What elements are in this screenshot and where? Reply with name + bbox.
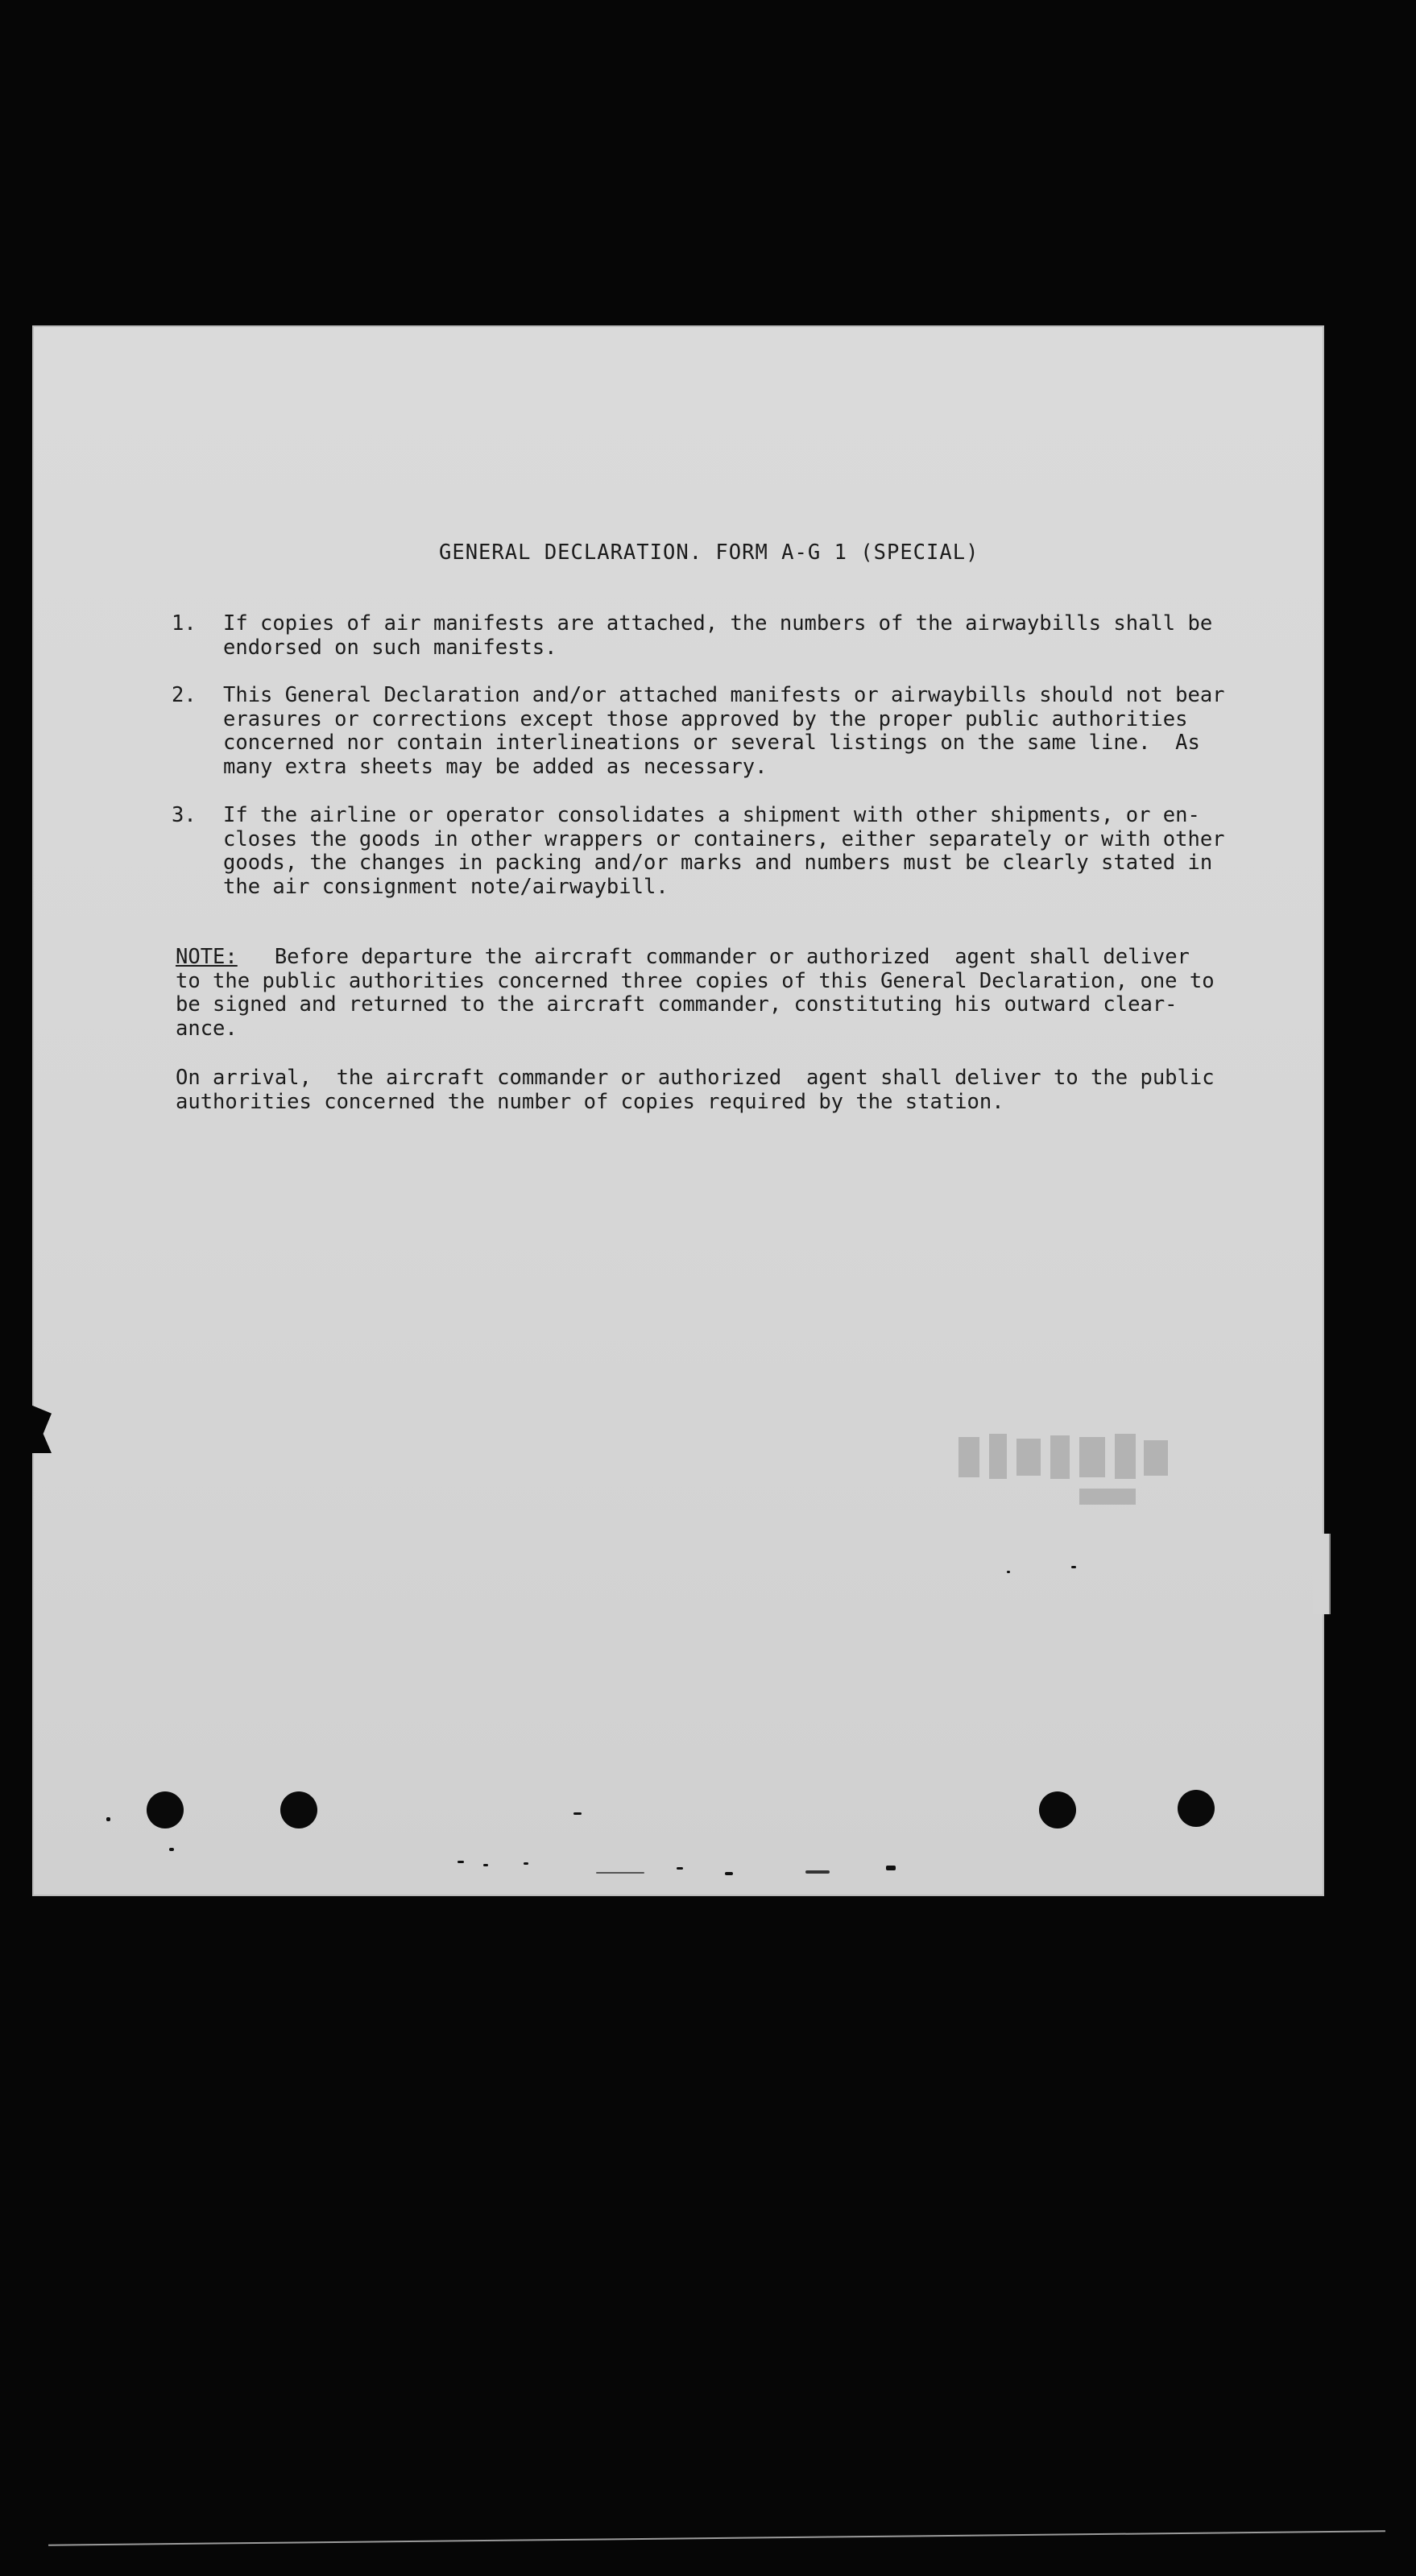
speck: [677, 1867, 683, 1870]
note-first-line-text: Before departure the aircraft commander or authorized agent shall deliver: [237, 945, 1190, 969]
punch-hole: [1039, 1791, 1076, 1828]
speck: [106, 1817, 110, 1821]
speck: [524, 1862, 528, 1865]
note-label: NOTE:: [176, 945, 238, 969]
punch-hole: [1178, 1790, 1215, 1827]
speck: [1071, 1566, 1076, 1568]
note-first-line: [176, 946, 1215, 970]
speck: [596, 1872, 644, 1874]
item-number: 2.: [172, 683, 197, 707]
page-title: GENERAL DECLARATION. FORM A-G 1 (SPECIAL): [439, 540, 979, 565]
item-2-text: [223, 684, 1225, 779]
punch-hole: [147, 1791, 184, 1828]
item-number: 3.: [172, 803, 197, 827]
note-line: ance.: [176, 1016, 238, 1041]
item-line: erasures or corrections except those approved by the proper public authorities: [223, 706, 1188, 731]
item-line: goods, the changes in packing and/or marks and numbers must be clearly stated in: [223, 851, 1213, 875]
speck: [1007, 1571, 1010, 1573]
speck: [805, 1870, 830, 1874]
item-line: If copies of air manifests are attached, the numbers of the airwaybills shall be: [223, 611, 1213, 636]
item-line: endorsed on such manifests.: [223, 635, 557, 660]
item-line: If the airline or operator consolidates a shipment with other shipments, or en-: [223, 803, 1200, 827]
note-paragraph: [176, 946, 1215, 1041]
arrival-paragraph: [176, 1066, 1215, 1114]
item-1-text: [223, 612, 1212, 660]
speck: [483, 1864, 488, 1866]
paper-edge-tab: [1313, 1534, 1331, 1614]
item-number: 1.: [172, 611, 197, 636]
speck: [725, 1872, 733, 1875]
item-3-text: [223, 804, 1225, 899]
speck: [573, 1812, 582, 1815]
note-line: be signed and returned to the aircraft commander, constituting his outward clear-: [176, 992, 1178, 1017]
item-line: This General Declaration and/or attached manifests or airwaybills should not bear: [223, 683, 1225, 707]
item-line: the air consignment note/airwaybill.: [223, 874, 669, 899]
faint-stamp-bleedthrough: [950, 1405, 1208, 1518]
item-line: concerned nor contain interlineations or several listings on the same line. As: [223, 731, 1200, 755]
item-line: closes the goods in other wrappers or containers, either separately or with other: [223, 826, 1225, 851]
speck: [886, 1866, 896, 1870]
arrival-line: On arrival, the aircraft commander or authorized agent shall deliver to the public: [176, 1066, 1215, 1090]
arrival-line: authorities concerned the number of copies required by the station.: [176, 1089, 1004, 1114]
document-page: [32, 325, 1324, 1896]
speck: [458, 1861, 464, 1863]
item-line: many extra sheets may be added as necessary.: [223, 754, 768, 779]
speck: [169, 1848, 174, 1851]
note-line: to the public authorities concerned three copies of this General Declaration, one to: [176, 968, 1215, 993]
punch-hole: [280, 1791, 317, 1828]
torn-edge: [31, 1405, 52, 1453]
